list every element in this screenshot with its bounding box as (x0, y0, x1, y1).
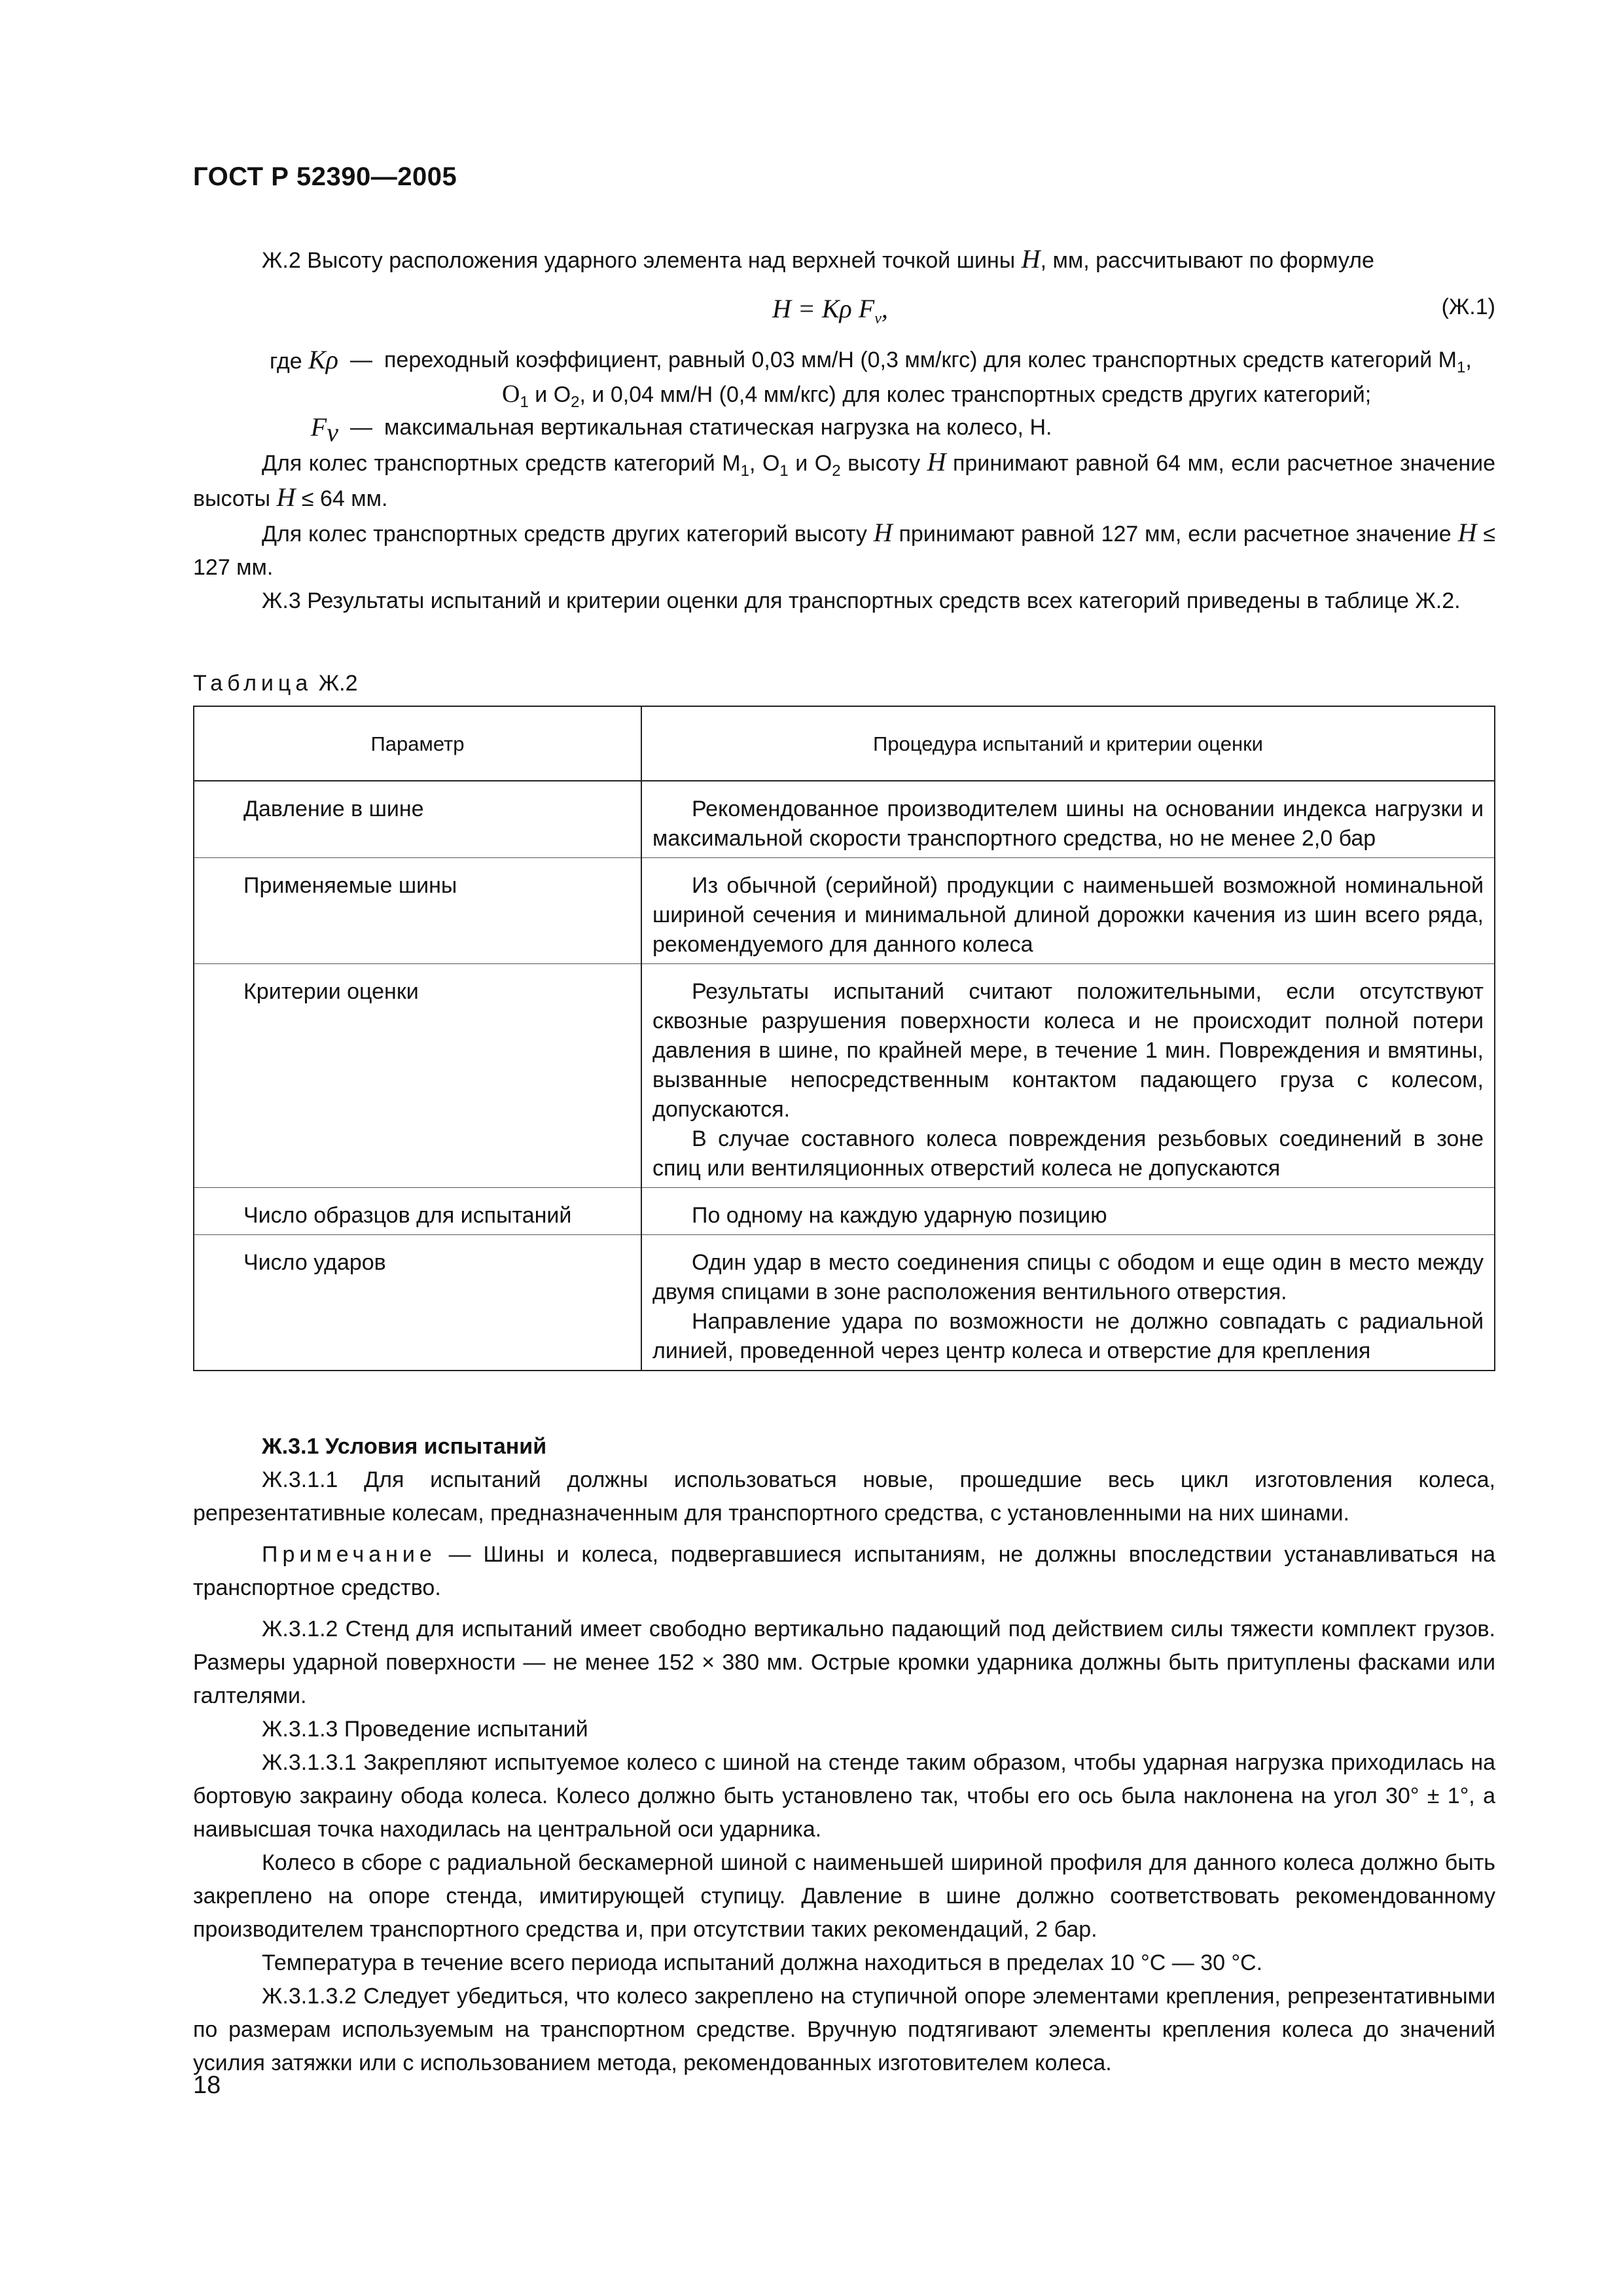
p1-sub3: 2 (832, 461, 841, 480)
table-caption-label: Таблица (193, 671, 313, 696)
paragraph-331-3-1: Ж.3.1.3.1 Закрепляют испытуемое колесо с шиной на стенде таким образом, чтобы ударная нагрузка приходилась на бортовую закраину обода колеса. Колесо должно быть установлено так, чтобы его ось была наклонена на угол 30° ± 1°, а наивысшая точка находилась на центральной оси ударника. (193, 1750, 1495, 1842)
zh2-intro-tail: , мм, рассчитывают по формуле (1040, 248, 1374, 273)
table-cell-param: Применяемые шины (194, 858, 641, 964)
criteria-paragraph: По одному на каждую ударную позицию (692, 1203, 1107, 1228)
p1-var-h2: H (276, 482, 296, 512)
formula-expression (772, 293, 888, 327)
table-header-procedure: Процедура испытаний и критерии оценки (641, 706, 1495, 781)
p1-sub1: 1 (740, 461, 749, 480)
formula-definitions (193, 344, 1495, 445)
table-header-row (194, 706, 1495, 781)
table-row (194, 1235, 1495, 1371)
table-cell-criteria (641, 964, 1495, 1188)
criteria-paragraph: Из обычной (серийной) продукции с наименьшей возможной номинальной шириной сечения и минимальной длиной дорожки качения из шин всего ряда, рекомендуемого для данного колеса (652, 873, 1484, 957)
formula-row (193, 293, 1495, 330)
paragraph-zh2-intro (193, 242, 1495, 278)
table-caption (193, 671, 358, 696)
table-cell-param: Число образцов для испытаний (194, 1188, 641, 1235)
page-number: 18 (193, 2072, 221, 2099)
p2-var-h2: H (1457, 518, 1477, 547)
p2-a: Для колес транспортных средств других категорий высоту (262, 522, 874, 547)
criteria-paragraph: В случае составного колеса повреждения резьбовых соединений в зоне спиц или вентиляционных отверстий колеса не допускаются (652, 1126, 1484, 1181)
p2-b: принимают равной 127 мм, если расчетное значение (892, 522, 1458, 547)
section-test-conditions (193, 1430, 1495, 2080)
formula-text: H = Kρ F (772, 294, 875, 323)
criteria-paragraph: Направление удара по возможности не должно совпадать с радиальной линией, проведенной через центр колеса и отверстие для крепления (652, 1309, 1484, 1363)
definition-text-k-after: , (1465, 348, 1472, 372)
paragraph-zh3: Ж.3 Результаты испытаний и критерии оценки для транспортных средств всех категорий приведены в таблице Ж.2. (262, 588, 1461, 613)
criteria-table (193, 706, 1495, 1371)
p1-b: , O (749, 451, 780, 476)
table-cell-param: Давление в шине (194, 781, 641, 858)
paragraph-temperature: Температура в течение всего периода испытаний должна находиться в пределах 10 °C — 30 °C. (262, 1950, 1263, 1975)
definition-dash: — (350, 348, 372, 372)
def-cont-b-sub: 2 (571, 393, 580, 411)
var-h: H (1021, 244, 1041, 274)
definition-k-continuation (193, 378, 1495, 411)
paragraph-331-2: Ж.3.1.2 Стенд для испытаний имеет свободно вертикально падающий под действием силы тяжести комплект грузов. Размеры ударной поверхности — не менее 152 × 380 мм. Острые кромки ударника должны быть притуплены фасками или галтелями. (193, 1617, 1495, 1708)
paragraph-other-categories (193, 516, 1495, 584)
criteria-paragraph: Результаты испытаний считают положительными, если отсутствуют сквозные разрушения поверхности колеса и не происходит полной потери давления в шине, по крайней мере, в течение 1 мин. Повреждения и вмятины, вызванные непосредственным контактом падающего груза с колесом, допускаются. (652, 979, 1484, 1122)
def-cont-b: и O (528, 382, 571, 407)
p1-var-h: H (927, 447, 946, 476)
note-label: Примечание (262, 1542, 437, 1567)
criteria-paragraph: Один удар в место соединения спицы с ободом и еще один в место между двумя спицами в зоне расположения вентильного отверстия. (652, 1250, 1484, 1304)
table-cell-criteria (641, 858, 1495, 964)
p2-var-h: H (873, 518, 893, 547)
note (193, 1538, 1495, 1605)
paragraphs-block (193, 445, 1495, 618)
criteria-paragraph: Рекомендованное производителем шины на основании индекса нагрузки и максимальной скорости транспортного средства, но не менее 2,0 бар (652, 797, 1484, 851)
document-header: ГОСТ Р 52390—2005 (193, 162, 457, 191)
paragraph-331-3-2: Ж.3.1.3.2 Следует убедиться, что колесо закреплено на ступичной опоре элементами крепления, репрезентативными по размерам используемым на транспортном средстве. Вручную подтягивают элементы крепления колеса до значений усилия затяжки или с использованием метода, рекомендованных изготовителем колеса. (193, 1984, 1495, 2075)
table-header-param: Параметр (194, 706, 641, 781)
p1-e: принимают равной 64 мм, если расчетное значение высоты (193, 451, 1495, 511)
paragraph-wheel-assembly: Колесо в сборе с радиальной бескамерной шиной с наименьшей шириной профиля для данного колеса должно быть закреплено на опоре стенда, имитирующей ступицу. Давление в шине должно соответствовать рекомендованному производителем транспортного средства и, при отсутствии таких рекомендаций, 2 бар. (193, 1850, 1495, 1942)
definition-dash: — (350, 415, 372, 440)
p1-c: и O (788, 451, 832, 476)
table-caption-number: Ж.2 (312, 671, 358, 696)
paragraph-categories-m1 (193, 445, 1495, 516)
definition-text-k: переходный коэффициент, равный 0,03 мм/Н (0,3 мм/кгс) для колес транспортных средств категорий M (384, 348, 1457, 372)
definition-term-k: Kρ (308, 345, 338, 374)
definition-text-f: максимальная вертикальная статическая нагрузка на колесо, Н. (384, 415, 1052, 440)
table-cell-param: Критерии оценки (194, 964, 641, 1188)
p2-c: ≤ 127 мм. (193, 522, 1495, 580)
definition-k (193, 344, 1495, 378)
table-row (194, 858, 1495, 964)
p1-sub2: 1 (779, 461, 789, 480)
definition-prefix: где (270, 349, 302, 374)
definition-term-f-sub: v (327, 417, 338, 447)
definition-text-k-sub: 1 (1456, 358, 1466, 376)
paragraph-331-3: Ж.3.1.3 Проведение испытаний (262, 1717, 588, 1742)
p1-d: высоту (840, 451, 927, 476)
def-cont-a: O (502, 380, 520, 408)
note-text: — Шины и колеса, подвергавшиеся испытаниям, не должны впоследствии устанавливаться на транспортное средство. (193, 1542, 1495, 1600)
table-row (194, 964, 1495, 1188)
zh2-intro-text: Ж.2 Высоту расположения ударного элемента над верхней точкой шины (262, 248, 1016, 273)
section-heading: Ж.3.1 Условия испытаний (262, 1434, 547, 1459)
table-row (194, 781, 1495, 858)
p1-f: ≤ 64 мм. (295, 486, 388, 511)
formula-number: (Ж.1) (1441, 295, 1495, 319)
formula-subscript: v (874, 310, 882, 327)
table-row (194, 1188, 1495, 1235)
p1-a: Для колес транспортных средств категорий M (262, 451, 741, 476)
paragraph-331-1: Ж.3.1.1 Для испытаний должны использоваться новые, прошедшие весь цикл изготовления колеса, репрезентативные колесам, предназначенным для транспортного средства, с установленными на них шинами. (193, 1467, 1495, 1526)
def-cont-a-sub: 1 (520, 393, 529, 411)
table-cell-criteria (641, 1188, 1495, 1235)
formula-suffix: , (881, 294, 888, 323)
table-cell-criteria (641, 1235, 1495, 1371)
definition-f (193, 411, 1495, 445)
def-cont-tail: , и 0,04 мм/Н (0,4 мм/кгс) для колес транспортных средств других категорий; (579, 382, 1372, 407)
definition-term-f: F (310, 412, 327, 442)
table-cell-criteria (641, 781, 1495, 858)
table-cell-param: Число ударов (194, 1235, 641, 1371)
